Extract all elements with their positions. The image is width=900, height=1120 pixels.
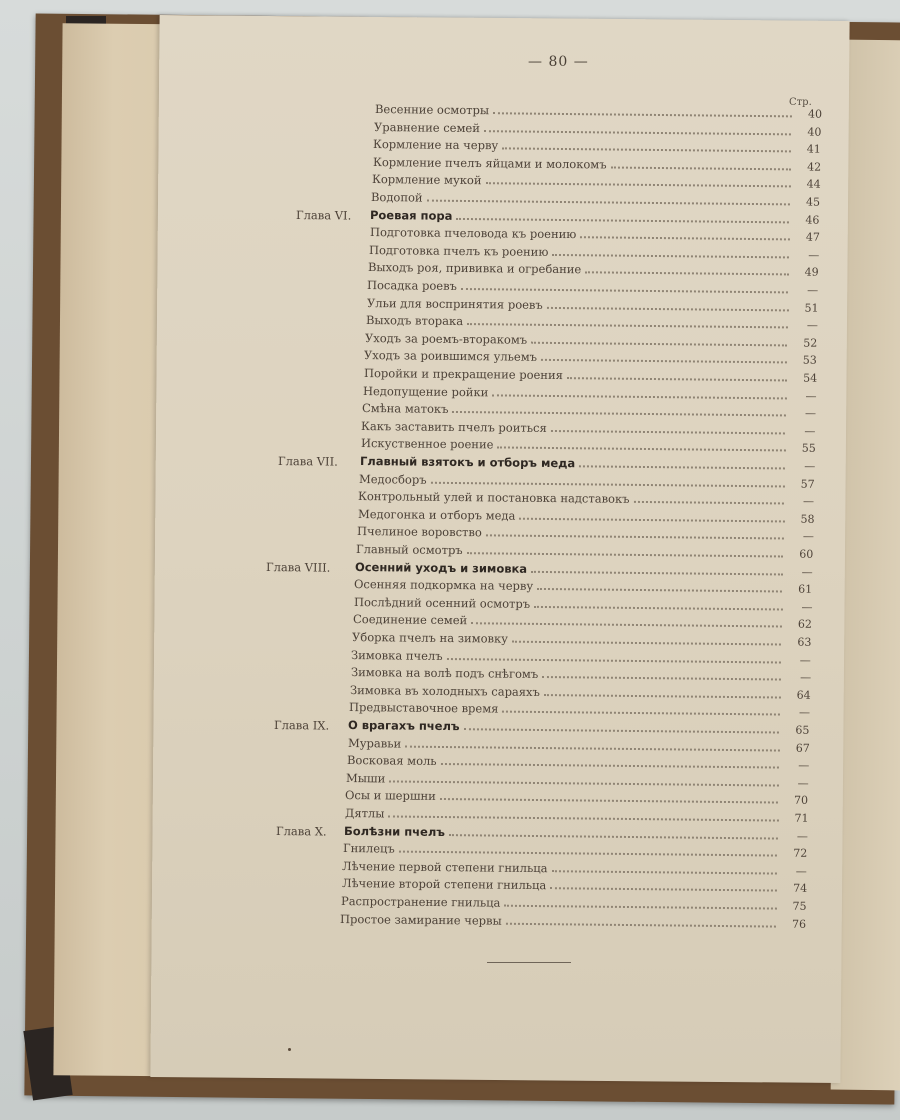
dot-leader xyxy=(457,217,790,222)
entry-page-number: — xyxy=(803,459,816,473)
entry-title: Недопущение ройки xyxy=(362,383,489,399)
dot-leader xyxy=(492,394,786,399)
entry-title: Уравнение семей xyxy=(374,119,481,135)
dot-leader xyxy=(585,272,788,276)
dot-leader xyxy=(440,798,778,804)
entry-page-number: 44 xyxy=(806,177,821,192)
entry-title: Зимовка пчелъ xyxy=(351,647,444,663)
entry-title: Зимовка въ холодныхъ сараяхъ xyxy=(349,682,540,699)
end-rule xyxy=(487,962,571,963)
page-speck xyxy=(288,1048,291,1051)
dot-leader xyxy=(504,905,776,910)
entry-title: Пчелиное воровство xyxy=(356,524,482,540)
dot-leader xyxy=(427,200,790,206)
dot-leader xyxy=(610,166,791,170)
entry-page-number: 54 xyxy=(802,371,817,385)
entry-title: Искуственное роение xyxy=(360,436,494,452)
dot-leader xyxy=(449,834,778,839)
entry-title: Распространение гнильца xyxy=(340,894,501,910)
entry-title: Зимовка на волѣ подъ снѣгомъ xyxy=(350,665,538,682)
entry-page-number: — xyxy=(802,530,814,544)
dot-leader xyxy=(467,323,788,328)
dot-leader xyxy=(461,288,788,293)
entry-page-number: 40 xyxy=(807,125,822,139)
entry-page-number: 60 xyxy=(799,547,814,561)
entry-page-number: 53 xyxy=(803,353,818,368)
dot-leader xyxy=(579,465,785,469)
entry-page-number: — xyxy=(807,283,819,297)
chapter-title: Главный взятокъ и отборъ меда xyxy=(359,454,576,471)
dot-leader xyxy=(471,623,782,628)
dot-leader xyxy=(464,728,780,733)
entry-page-number: 61 xyxy=(798,582,813,596)
entry-title: Весенние осмотры xyxy=(374,102,490,118)
entry-page-number: 47 xyxy=(805,230,820,244)
dot-leader xyxy=(634,501,785,505)
dot-leader xyxy=(512,641,781,646)
entry-page-number: — xyxy=(804,424,816,438)
entry-page-number: — xyxy=(801,600,813,614)
entry-page-number: — xyxy=(796,829,808,843)
entry-title: Гнилецъ xyxy=(342,841,395,856)
entry-page-number: 64 xyxy=(796,688,811,702)
entry-title: Восковая моль xyxy=(346,753,437,769)
entry-page-number: 75 xyxy=(792,899,807,913)
entry-page-number: 58 xyxy=(799,512,815,526)
dot-leader xyxy=(497,447,785,452)
dot-leader xyxy=(534,606,782,611)
entry-page-number: 40 xyxy=(807,107,823,121)
entry-page-number: 63 xyxy=(797,635,812,649)
dot-leader xyxy=(580,236,790,240)
dot-leader xyxy=(484,130,791,135)
dot-leader xyxy=(531,570,783,575)
dot-leader xyxy=(485,183,790,188)
dot-leader xyxy=(506,922,776,927)
entry-title: Дятлы xyxy=(344,806,385,821)
entry-page-number: 57 xyxy=(800,477,815,491)
entry-title: Уборка пчелъ на зимовку xyxy=(352,630,509,646)
dot-leader xyxy=(551,430,786,434)
dot-leader xyxy=(503,711,781,716)
dot-leader xyxy=(566,377,786,381)
entry-page-number: 71 xyxy=(793,811,809,825)
dot-leader xyxy=(388,815,778,821)
entry-page-number: 52 xyxy=(803,336,818,350)
chapter-label: Глава IX. xyxy=(273,718,329,733)
dot-leader xyxy=(405,745,780,751)
entry-page-number: — xyxy=(799,706,811,720)
entry-page-number: 45 xyxy=(806,195,821,209)
dot-leader xyxy=(531,342,787,347)
entry-page-number: — xyxy=(805,389,817,403)
entry-title: Уходъ за роившимся ульемъ xyxy=(364,348,538,365)
entry-page-number: — xyxy=(808,248,820,262)
entry-title: Главный осмотръ xyxy=(355,542,463,558)
entry-page-number: 46 xyxy=(805,213,820,227)
entry-title: Лѣчение второй степени гнильца xyxy=(341,876,546,893)
entry-title: Кормление на черву xyxy=(373,137,499,153)
entry-title: Контрольный улей и постановка надставокъ xyxy=(358,489,630,507)
entry-page-number: 62 xyxy=(797,618,812,632)
entry-page-number: — xyxy=(798,758,810,773)
dot-leader xyxy=(399,851,778,857)
chapter-title: Осенний уходъ и зимовка xyxy=(355,559,528,576)
entry-title: Выходъ вторака xyxy=(365,313,464,329)
entry-title: Предвыставочное время xyxy=(349,700,499,716)
chapter-title: О врагахъ пчелъ xyxy=(348,718,461,734)
entry-page-number: — xyxy=(806,318,818,332)
chapter-label: Глава VI. xyxy=(295,207,351,223)
page-number: — 80 — xyxy=(528,54,589,70)
dot-leader xyxy=(486,535,784,540)
entry-page-number: 51 xyxy=(804,301,819,315)
entry-title: Медосборъ xyxy=(358,471,427,487)
dot-leader xyxy=(440,763,779,769)
entry-title: Соединение семей xyxy=(352,612,468,628)
dot-leader xyxy=(467,552,784,557)
dot-leader xyxy=(389,780,778,786)
entry-title: Осенняя подкормка на черву xyxy=(354,577,534,594)
entry-title: Выходъ роя, прививка и огребание xyxy=(368,260,582,277)
entry-page-number: — xyxy=(799,670,811,685)
entry-title: Смѣна матокъ xyxy=(361,401,449,417)
entry-title: Медогонка и отборъ меда xyxy=(357,506,515,523)
dot-leader xyxy=(546,306,788,311)
page-column-header: Стр. xyxy=(789,97,812,108)
dot-leader xyxy=(447,658,781,663)
entry-title: Какъ заставить пчелъ роиться xyxy=(361,418,548,435)
entry-page-number: — xyxy=(797,776,809,790)
chapter-label: Глава VIII. xyxy=(265,559,331,575)
entry-title: Подготовка пчелъ къ роению xyxy=(368,242,549,259)
entry-title: Поройки и прекращение роения xyxy=(363,366,563,383)
chapter-title: Роевая пора xyxy=(370,207,453,223)
dot-leader xyxy=(552,870,777,874)
entry-page-number: 74 xyxy=(792,882,807,896)
chapter-label: Глава X. xyxy=(276,823,327,839)
dot-leader xyxy=(544,694,781,698)
entry-title: Муравьи xyxy=(347,735,401,751)
entry-page-number: — xyxy=(803,494,815,508)
dot-leader xyxy=(503,148,792,153)
entry-page-number: 76 xyxy=(791,917,807,931)
entry-title: Посадка роевъ xyxy=(367,278,458,293)
entry-page-number: — xyxy=(795,864,808,878)
entry-title: Мыши xyxy=(346,770,386,786)
entry-page-number: — xyxy=(800,653,812,667)
dot-leader xyxy=(519,517,784,522)
dot-leader xyxy=(538,588,783,593)
entry-page-number: 65 xyxy=(795,723,810,737)
entry-page-number: 72 xyxy=(793,846,808,861)
chapter-label: Глава VII. xyxy=(277,454,338,469)
dot-leader xyxy=(550,888,777,892)
entry-page-number: 49 xyxy=(804,265,819,280)
entry-title: Кормление пчелъ яйцами и молокомъ xyxy=(372,154,607,172)
entry-page-number: 42 xyxy=(806,160,821,174)
dot-leader xyxy=(541,359,787,364)
dot-leader xyxy=(493,112,792,117)
entry-page-number: 55 xyxy=(801,442,816,456)
entry-title: Простое замирание червы xyxy=(339,911,502,928)
dot-leader xyxy=(431,481,785,487)
entry-page-number: 41 xyxy=(807,142,822,156)
entry-title: Уходъ за роемъ-вторакомъ xyxy=(365,330,528,347)
entry-title: Кормление мукой xyxy=(371,172,482,188)
dot-leader xyxy=(552,254,789,258)
entry-title: Лѣчение первой степени гнильца xyxy=(342,858,548,875)
entry-page-number: 67 xyxy=(795,741,810,755)
entry-title: Подготовка пчеловода къ роению xyxy=(369,225,577,242)
entry-title: Ульи для воспринятия роевъ xyxy=(366,295,543,312)
entry-page-number: — xyxy=(804,406,817,420)
dot-leader xyxy=(542,676,781,681)
dot-leader xyxy=(452,411,786,416)
chapter-title: Болѣзни пчелъ xyxy=(343,823,445,839)
entry-title: Осы и шершни xyxy=(345,788,437,804)
entry-title: Водопой xyxy=(371,190,423,205)
entry-page-number: 70 xyxy=(794,794,809,808)
entry-page-number: — xyxy=(801,565,813,579)
entry-title: Послѣдний осенний осмотръ xyxy=(353,594,530,611)
